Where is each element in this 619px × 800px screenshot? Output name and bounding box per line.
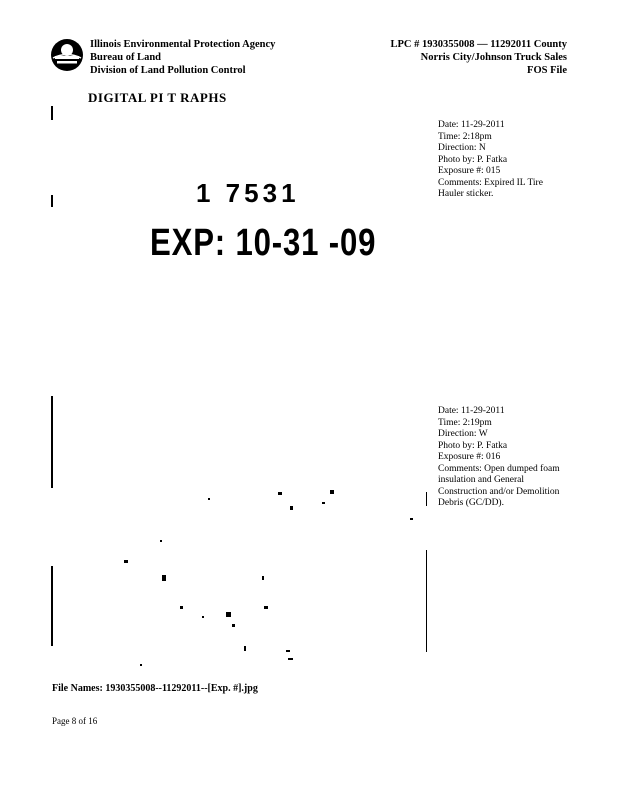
file-names-note: File Names: 1930355008--11292011--[Exp. #].jpg xyxy=(52,683,258,694)
caption-date: Date: 11-29-2011 xyxy=(438,406,505,416)
caption-exposure: Exposure #: 015 xyxy=(438,166,501,176)
lpc-number: LPC # 1930355008 — 11292011 County xyxy=(390,39,567,50)
expired-sticker-text: EXP: 10-31 -09 xyxy=(150,222,377,264)
caption-time: Time: 2:18pm xyxy=(438,131,492,142)
photo-caption xyxy=(438,120,568,201)
agency-name: Illinois Environmental Protection Agency xyxy=(90,39,276,50)
caption-exposure: Exposure #: 016 xyxy=(438,452,501,462)
reference-block xyxy=(391,38,567,77)
page-number: Page 8 of 16 xyxy=(52,716,98,726)
file-type: FOS File xyxy=(527,65,567,76)
photo-frame-edge xyxy=(426,492,427,506)
photo-frame-edge xyxy=(51,195,53,207)
bureau-name: Bureau of Land xyxy=(90,52,161,63)
sticker-number: 1 7531 xyxy=(196,178,300,208)
photo-frame-edge xyxy=(426,550,427,652)
division-name: Division of Land Pollution Control xyxy=(90,65,246,76)
site-name: Norris City/Johnson Truck Sales xyxy=(420,52,567,63)
photo-frame-edge xyxy=(51,106,53,120)
photo-caption xyxy=(438,406,568,510)
caption-photographer: Photo by: P. Fatka xyxy=(438,154,508,165)
agency-seal-icon xyxy=(50,38,84,72)
photo-frame-edge xyxy=(51,396,53,488)
section-title: DIGITAL PI T RAPHS xyxy=(88,90,227,105)
caption-comments: Comments: Open dumped foam insulation and General Construction and/or Demolition Debris (GC/DD). xyxy=(438,463,560,508)
caption-direction: Direction: N xyxy=(438,143,486,153)
photo-frame-edge xyxy=(51,566,53,646)
caption-date: Date: 11-29-2011 xyxy=(438,120,505,130)
caption-time: Time: 2:19pm xyxy=(438,417,492,428)
caption-photographer: Photo by: P. Fatka xyxy=(438,440,508,451)
caption-comments: Comments: Expired IL Tire Hauler sticker. xyxy=(438,177,543,199)
agency-block xyxy=(90,38,275,77)
caption-direction: Direction: W xyxy=(438,429,488,439)
